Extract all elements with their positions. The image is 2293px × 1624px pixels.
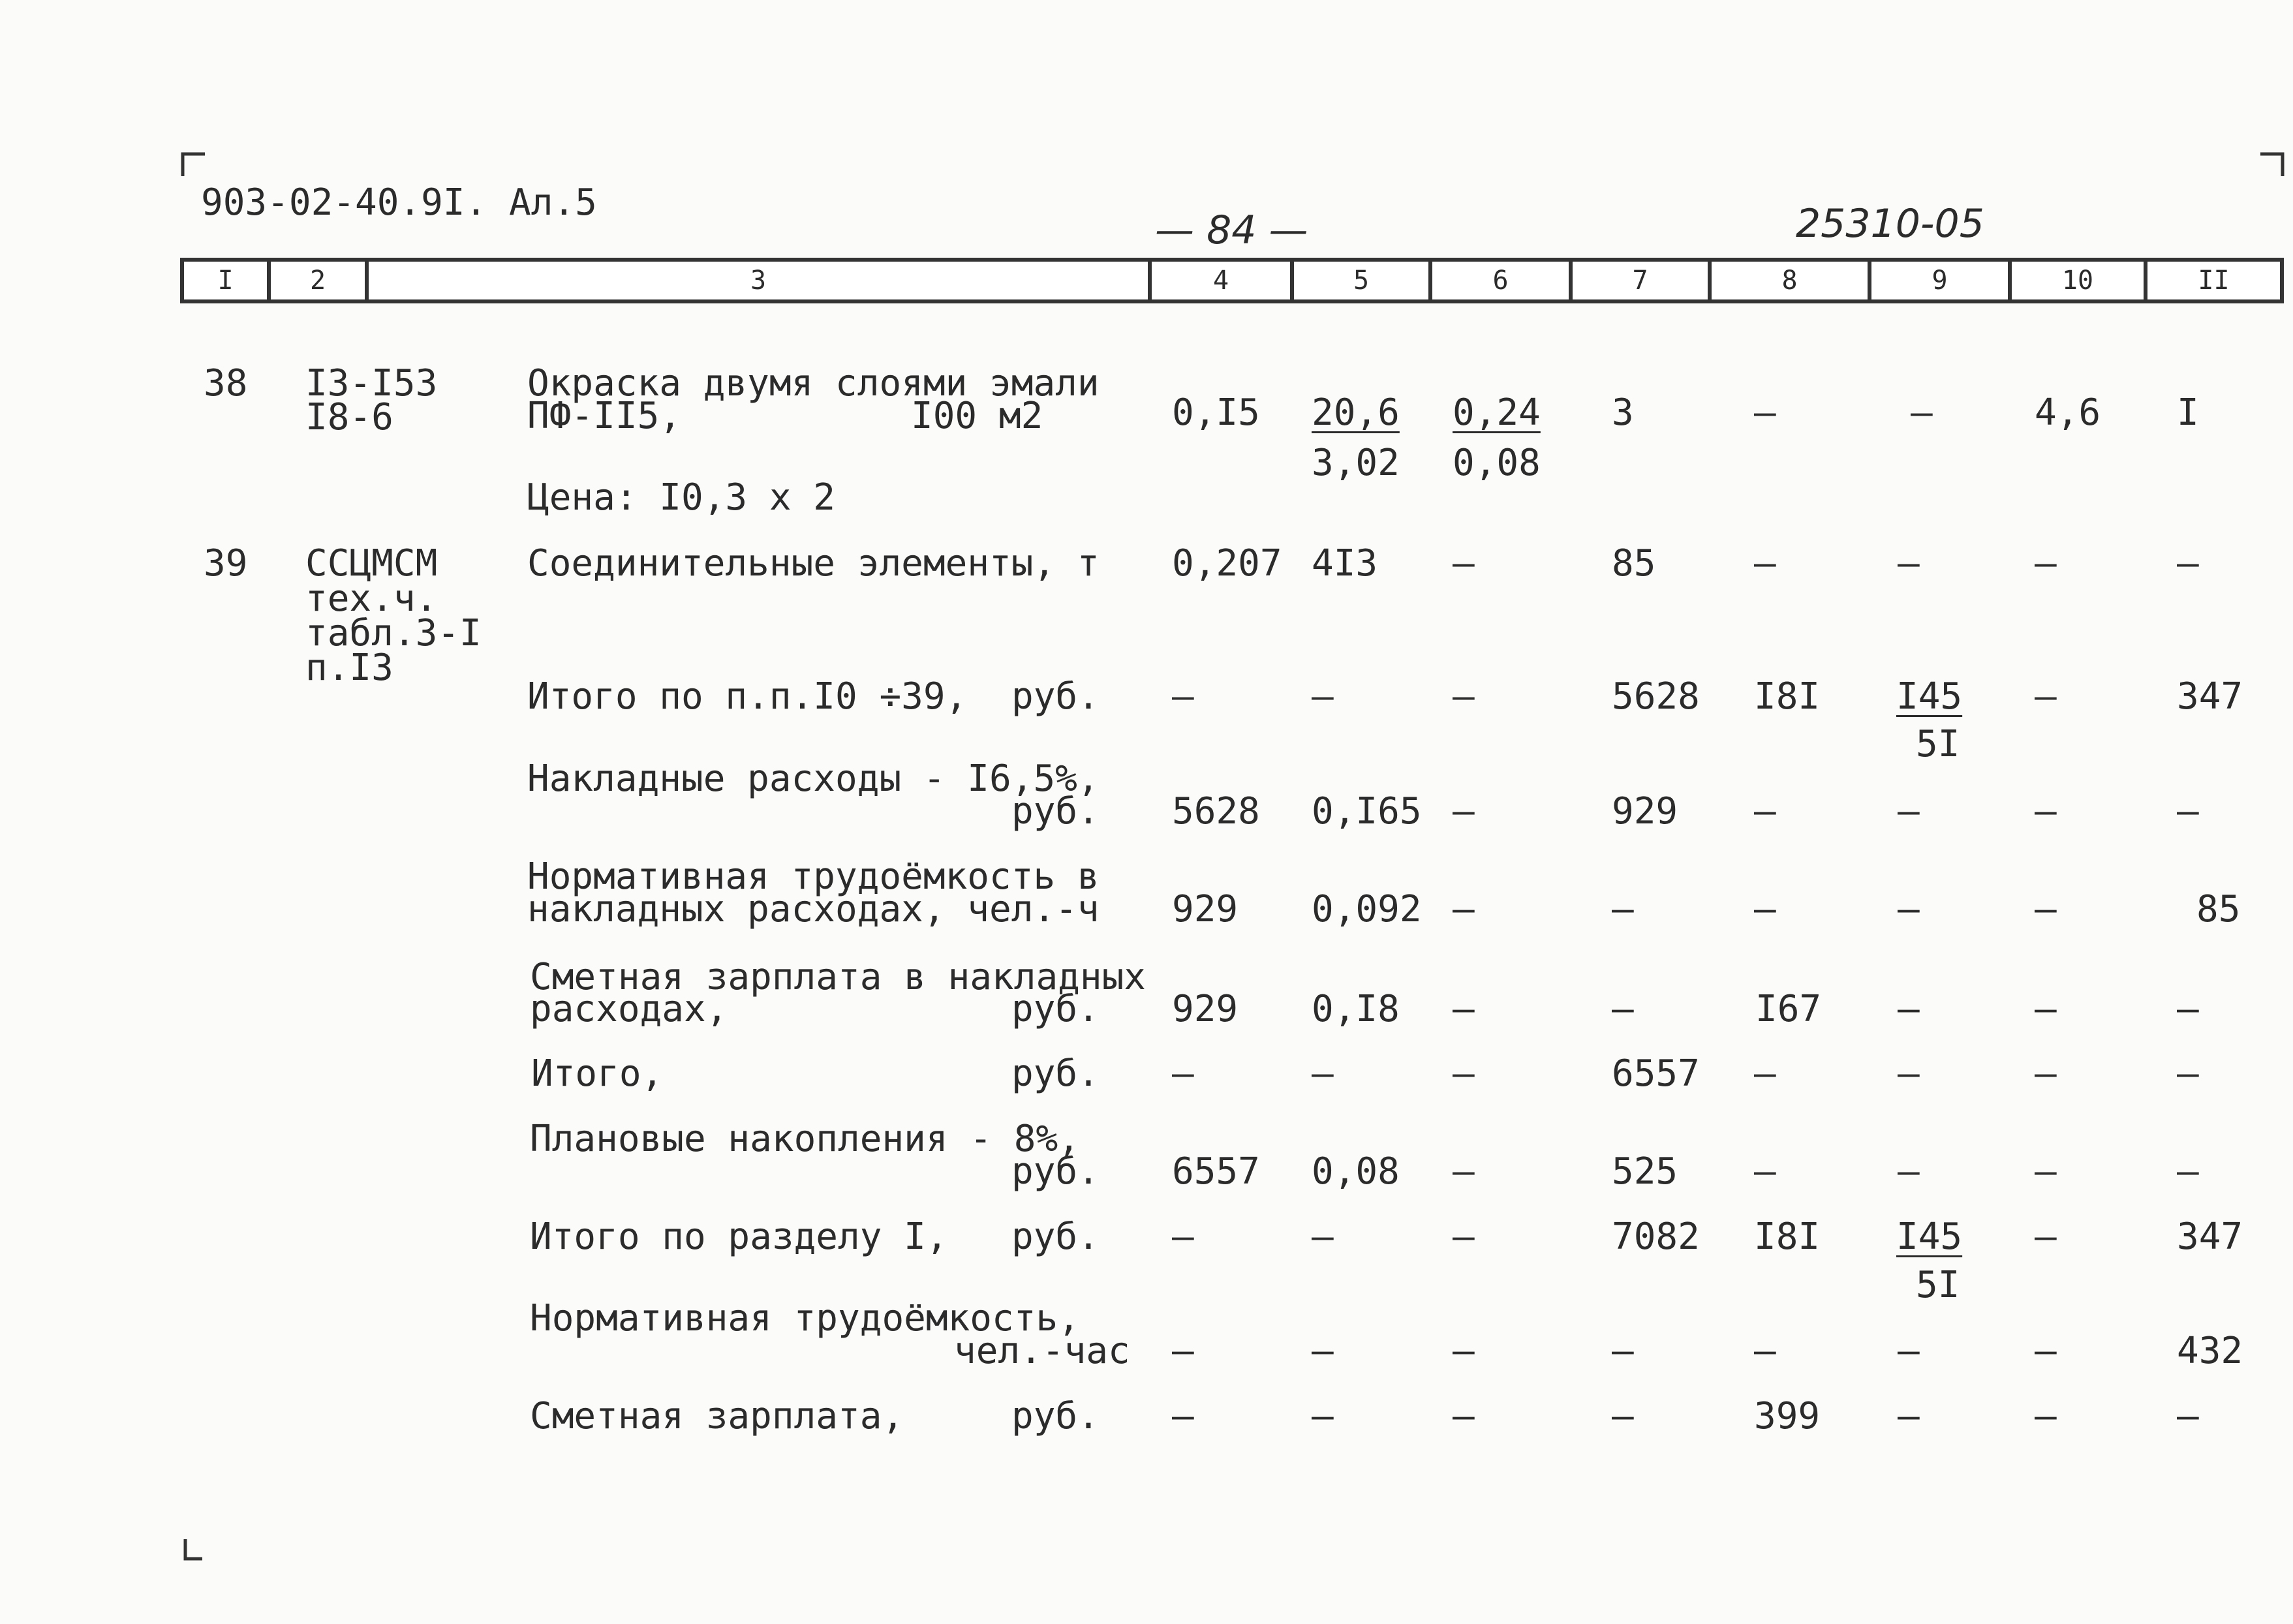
- row-description: Нормативная трудоёмкость в: [527, 855, 1100, 898]
- unit-cost-cell: 20,6: [1312, 391, 1400, 434]
- labor-cell: I: [2177, 391, 2199, 434]
- unit-of-measure: руб.: [1011, 988, 1100, 1030]
- labor-cell: –: [2177, 542, 2199, 585]
- unit-of-measure: руб.: [1011, 790, 1100, 833]
- quantity-cell: –: [1172, 1330, 1194, 1372]
- total-cost-cell: 7082: [1612, 1216, 1700, 1258]
- labor-cell: –: [2035, 675, 2057, 718]
- unit-cost-cell: –: [1312, 1216, 1334, 1258]
- quantity-cell: –: [1172, 675, 1194, 718]
- quantity-cell: –: [1172, 1052, 1194, 1095]
- unit-cost-cell: –: [1453, 888, 1475, 930]
- norm-code: табл.3-I: [305, 612, 482, 654]
- unit-of-measure: чел.-час: [954, 1330, 1130, 1372]
- norm-code: I8-6: [305, 396, 393, 438]
- total-cost-cell: –: [1898, 1150, 1920, 1193]
- norm-code: п.I3: [305, 647, 393, 689]
- labor-cell: –: [2035, 1216, 2057, 1258]
- total-cost-cell: –: [1911, 391, 1933, 434]
- total-cost-cell: 6557: [1612, 1052, 1700, 1095]
- total-cost-cell: –: [1612, 988, 1634, 1030]
- quantity-cell: 0,207: [1172, 542, 1282, 585]
- column-header-10: 10: [2008, 262, 2144, 299]
- labor-cell: –: [2035, 1330, 2057, 1372]
- unit-cost-cell: –: [1453, 1395, 1475, 1437]
- quantity-cell: –: [1172, 1395, 1194, 1437]
- unit-of-measure: руб.: [1011, 1052, 1100, 1095]
- column-header-2: 2: [267, 262, 365, 299]
- quantity-cell: 5628: [1172, 790, 1260, 833]
- row-description: Итого по разделу I,: [530, 1216, 948, 1258]
- unit-cost-cell: 4I3: [1312, 542, 1378, 585]
- labor-cell: –: [2035, 1052, 2057, 1095]
- unit-cost-cell: –: [1453, 1150, 1475, 1193]
- unit-cost-cell: –: [1453, 1330, 1475, 1372]
- row-description: Итого,: [531, 1052, 664, 1095]
- total-cost-cell: –: [1898, 1395, 1920, 1437]
- corner-mark-bottom-left: [183, 1537, 209, 1563]
- row-number: 39: [204, 542, 248, 585]
- unit-cost-cell: –: [1453, 1052, 1475, 1095]
- total-cost-cell: –: [1754, 1330, 1776, 1372]
- column-header-9: 9: [1868, 262, 2008, 299]
- total-cost-cell: 5628: [1612, 675, 1700, 718]
- labor-cell: –: [2035, 1150, 2057, 1193]
- labor-cell: –: [2177, 790, 2199, 833]
- total-cost-cell: –: [1612, 888, 1634, 930]
- unit-cost-cell: –: [1453, 1216, 1475, 1258]
- labor-cell: –: [2035, 542, 2057, 585]
- total-cost-cell: –: [1754, 542, 1776, 585]
- work-description: ПФ-II5,: [527, 395, 682, 437]
- total-cost-cell: –: [1612, 1330, 1634, 1372]
- labor-cell: –: [2177, 1052, 2199, 1095]
- quantity-cell: 0,I5: [1172, 391, 1260, 434]
- row-number: 38: [204, 362, 248, 405]
- total-cost-cell: 525: [1612, 1150, 1678, 1193]
- total-cost-cell: –: [1898, 1330, 1920, 1372]
- unit-of-measure: руб.: [1011, 1216, 1100, 1258]
- unit-of-measure: руб.: [1011, 1150, 1100, 1193]
- document-code: 903-02-40.9I. Ал.5: [201, 181, 597, 224]
- column-header-6: 6: [1428, 262, 1569, 299]
- column-header-row: [180, 258, 2284, 303]
- corner-mark-top-left: [180, 151, 206, 177]
- labor-cell: 432: [2177, 1330, 2243, 1372]
- unit-cost-cell: –: [1312, 1052, 1334, 1095]
- total-cost-cell: I67: [1755, 988, 1822, 1030]
- labor-cell: –: [2035, 1395, 2057, 1437]
- unit-cost-cell: –: [1312, 1330, 1334, 1372]
- total-cost-cell: –: [1612, 1395, 1634, 1437]
- inventory-number: 25310-05: [1796, 201, 1984, 247]
- total-cost-cell: –: [1754, 1052, 1776, 1095]
- unit-cost-cell: 0,092: [1312, 888, 1422, 930]
- total-cost-cell: 3: [1612, 391, 1634, 434]
- row-description: накладных расходах, чел.-ч: [527, 888, 1100, 930]
- total-cost-cell: 85: [1612, 542, 1656, 585]
- total-cost-cell: –: [1898, 790, 1920, 833]
- price-note: Цена: I0,3 x 2: [527, 476, 836, 519]
- total-cost-cell: –: [1898, 888, 1920, 930]
- column-header-1: I: [217, 266, 234, 296]
- quantity-cell: 6557: [1172, 1150, 1260, 1193]
- unit-cost-cell: –: [1453, 790, 1475, 833]
- labor-cell: –: [2177, 1395, 2199, 1437]
- total-cost-cell: –: [1898, 1052, 1920, 1095]
- quantity-cell: 929: [1172, 988, 1239, 1030]
- column-header-5: 5: [1290, 262, 1428, 299]
- total-cost-cell: –: [1754, 888, 1776, 930]
- row-description: расходах,: [530, 988, 728, 1030]
- unit-cost-cell: –: [1312, 1395, 1334, 1437]
- norm-code: ССЦМСМ: [305, 542, 438, 585]
- total-cost-cell: –: [1898, 542, 1920, 585]
- quantity-cell: 929: [1172, 888, 1239, 930]
- column-header-8: 8: [1708, 262, 1868, 299]
- unit-cost-cell: 0,08: [1453, 442, 1541, 484]
- unit-of-measure: I00 м2: [911, 395, 1043, 437]
- labor-cell: 347: [2177, 675, 2243, 718]
- work-description: Окраска двумя слоями эмали: [527, 362, 1100, 405]
- row-description: Сметная зарплата в накладных: [530, 956, 1146, 998]
- row-description: Сметная зарплата,: [530, 1395, 904, 1437]
- row-description: Нормативная трудоёмкость,: [530, 1297, 1080, 1340]
- labor-cell: –: [2177, 988, 2199, 1030]
- labor-cell: 347: [2177, 1216, 2243, 1258]
- total-cost-cell: 5I: [1916, 723, 1960, 765]
- column-header-11: II: [2144, 262, 2280, 299]
- total-cost-cell: –: [1754, 1150, 1776, 1193]
- total-cost-cell: 5I: [1916, 1264, 1960, 1306]
- labor-cell: –: [2177, 1150, 2199, 1193]
- column-header-7: 7: [1569, 262, 1708, 299]
- unit-cost-cell: 3,02: [1312, 442, 1400, 484]
- unit-cost-cell: –: [1453, 542, 1475, 585]
- unit-cost-cell: 0,08: [1312, 1150, 1400, 1193]
- row-description: Плановые накопления - 8%,: [530, 1118, 1080, 1160]
- total-cost-cell: I8I: [1754, 675, 1821, 718]
- norm-code: I3-I53: [305, 362, 438, 405]
- unit-cost-cell: 0,24: [1453, 391, 1541, 434]
- total-cost-cell: 399: [1754, 1395, 1821, 1437]
- total-cost-cell: –: [1898, 988, 1920, 1030]
- unit-of-measure: руб.: [1011, 675, 1100, 718]
- unit-cost-cell: 0,I65: [1312, 790, 1422, 833]
- labor-cell: –: [2035, 790, 2057, 833]
- unit-cost-cell: –: [1453, 675, 1475, 718]
- labor-cell: –: [2035, 988, 2057, 1030]
- labor-cell: –: [2035, 888, 2057, 930]
- total-cost-cell: I45: [1896, 675, 1963, 718]
- norm-code: тех.ч.: [305, 577, 438, 620]
- page-number: — 84 —: [1155, 207, 1308, 253]
- total-cost-cell: 929: [1612, 790, 1678, 833]
- total-cost-cell: I45: [1896, 1216, 1963, 1258]
- labor-cell: 4,6: [2035, 391, 2101, 434]
- labor-cell: 85: [2196, 888, 2241, 930]
- work-description: Соединительные элементы, т: [527, 542, 1100, 585]
- total-cost-cell: I8I: [1754, 1216, 1821, 1258]
- unit-cost-cell: –: [1453, 988, 1475, 1030]
- unit-cost-cell: 0,I8: [1312, 988, 1400, 1030]
- unit-of-measure: руб.: [1011, 1395, 1100, 1437]
- total-cost-cell: –: [1754, 391, 1776, 434]
- corner-mark-top-right: [2259, 151, 2285, 177]
- total-cost-cell: –: [1754, 790, 1776, 833]
- row-description: Накладные расходы - I6,5%,: [527, 758, 1100, 800]
- unit-cost-cell: –: [1312, 675, 1334, 718]
- quantity-cell: –: [1172, 1216, 1194, 1258]
- row-description: Итого по п.п.I0 ÷39,: [527, 675, 968, 718]
- column-header-4: 4: [1148, 262, 1290, 299]
- column-header-3: 3: [365, 262, 1148, 299]
